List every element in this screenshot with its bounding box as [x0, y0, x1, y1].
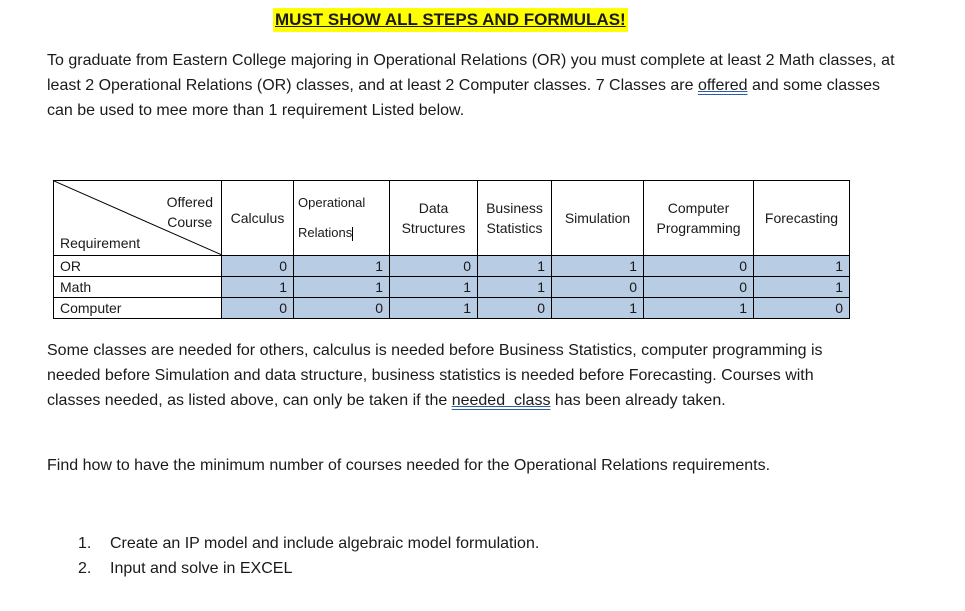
table-cell: 0	[478, 298, 552, 319]
column-header-calculus	[222, 181, 294, 256]
intro-text-b: and some classes can be used to mee more than 1 requirement Listed below.	[47, 77, 881, 119]
table-row-or	[54, 256, 850, 277]
table-cell: 0	[390, 256, 478, 277]
table-cell: 1	[294, 277, 390, 298]
table-cell: 1	[478, 277, 552, 298]
list-item-text: Create an IP model and include algebraic model formulation.	[110, 535, 540, 552]
table-cell: 1	[552, 298, 644, 319]
intro-underlined-word: offered	[697, 77, 748, 94]
column-header-operational-relations	[294, 181, 390, 256]
table-cell: 1	[754, 256, 850, 277]
column-header-line1: Operational	[298, 195, 366, 210]
corner-offered-course-label	[167, 192, 213, 232]
table-cell: 0	[222, 256, 294, 277]
list-item-number: 2.	[78, 560, 92, 577]
table-cell: 1	[644, 298, 754, 319]
list-item	[78, 531, 539, 556]
table-cell: 1	[552, 256, 644, 277]
table-cell: 1	[478, 256, 552, 277]
table-cell: 0	[754, 298, 850, 319]
table-corner-header	[54, 181, 222, 256]
column-header-line1: Calculus	[230, 210, 285, 226]
table-cell: 1	[390, 298, 478, 319]
intro-text-a: To graduate from Eastern College majoring in Operational Relations (OR) you must complete at least 2 Math classes, at least 2 Operational Relations (OR) classes, and at least 2 Computer classes. 7 Classes are	[47, 52, 895, 94]
corner-requirement-label: Requirement	[60, 235, 141, 251]
column-header-line2: Statistics	[486, 220, 543, 236]
column-header-forecasting	[754, 181, 850, 256]
row-label: Math	[54, 277, 222, 298]
prerequisites-paragraph	[47, 338, 847, 413]
table-cell: 0	[644, 256, 754, 277]
row-label: Computer	[54, 298, 222, 319]
table-cell: 1	[294, 256, 390, 277]
table-cell: 0	[644, 277, 754, 298]
table-cell: 0	[222, 298, 294, 319]
column-header-business-statistics	[478, 181, 552, 256]
table-cell: 1	[390, 277, 478, 298]
table-cell: 1	[222, 277, 294, 298]
table-cell: 1	[754, 277, 850, 298]
column-header-line2: Programming	[656, 220, 741, 236]
page-heading: MUST SHOW ALL STEPS AND FORMULAS!	[273, 8, 628, 32]
intro-paragraph	[47, 48, 907, 123]
prereq-text-a: Some classes are needed for others, calculus is needed before Business Statistics, computer programming is needed before Simulation and data structure, business statistics is needed before Forecasting. Courses with classes needed, as listed above, can only be taken if the	[47, 342, 823, 409]
column-header-computer-programming	[644, 181, 754, 256]
column-header-line1: Forecasting	[764, 210, 839, 226]
column-header-line1: Data	[418, 200, 449, 216]
corner-offered-line2: Course	[167, 214, 213, 230]
column-header-line2-wrap	[298, 223, 385, 243]
row-label: OR	[54, 256, 222, 277]
column-header-line1: Computer	[667, 200, 730, 216]
column-header-line1: Simulation	[564, 210, 631, 226]
prereq-text-b: has been already taken.	[550, 392, 726, 409]
table-row-math	[54, 277, 850, 298]
column-header-line2: Structures	[401, 220, 466, 236]
table-row-computer	[54, 298, 850, 319]
corner-offered-line1: Offered	[166, 194, 213, 210]
table-cell: 0	[294, 298, 390, 319]
prereq-underlined-phrase: needed class	[451, 392, 551, 409]
requirements-table	[53, 180, 850, 319]
column-header-line1: Business	[486, 200, 543, 216]
steps-list	[78, 531, 539, 581]
column-header-simulation	[552, 181, 644, 256]
text-cursor-icon	[352, 227, 353, 241]
column-header-line2: Relations	[298, 225, 353, 240]
task-paragraph: Find how to have the minimum number of courses needed for the Operational Relations requirements.	[47, 457, 771, 474]
column-header-data-structures	[390, 181, 478, 256]
list-item	[78, 556, 539, 581]
list-item-text: Input and solve in EXCEL	[110, 560, 293, 577]
table-cell: 0	[552, 277, 644, 298]
list-item-number: 1.	[78, 535, 92, 552]
